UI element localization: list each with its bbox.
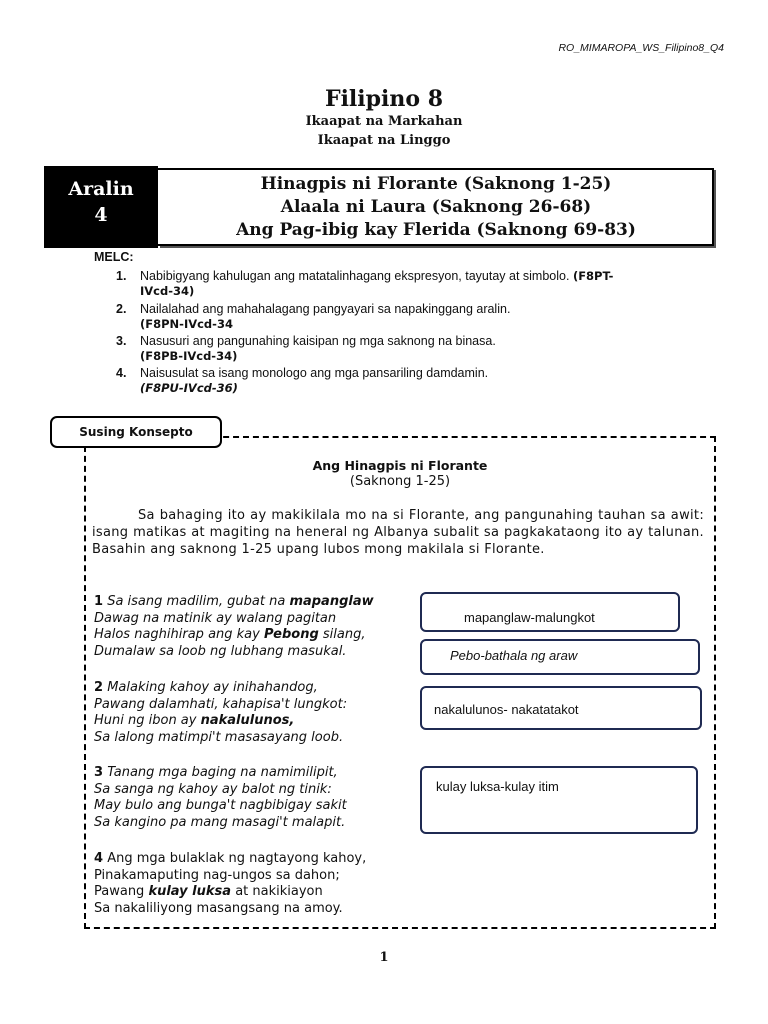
- melc-item: [116, 366, 636, 396]
- melc-number: 4.: [116, 366, 127, 380]
- aralin-label: Aralin: [68, 178, 134, 200]
- melc-code: (F8PU-IVcd-36): [140, 381, 238, 395]
- stanza-number: 3: [94, 765, 104, 780]
- highlight-word: nakalulunos,: [200, 713, 295, 728]
- aralin-number: 4: [94, 204, 108, 226]
- melc-number: 1.: [116, 269, 127, 283]
- melc-text: Nailalahad ang mahahalagang pangyayari sa napakinggang aralin.: [140, 302, 511, 316]
- stanza-2: 2 Malaking kahoy ay inihahandog, Pawang dalamhati, kahapisa't lungkot: Huni ng ibon ay nakalulunos, Sa lalong matimpi't masasayang loob.: [94, 680, 348, 745]
- melc-item: [116, 302, 636, 332]
- gloss-text: mapanglaw-malungkot: [464, 610, 595, 625]
- stanza-line: Dawag na matinik ay walang pagitan: [94, 610, 337, 626]
- stanza-1: 1 Sa isang madilim, gubat na mapanglaw Dawag na matinik ay walang pagitan Halos naghihirap ang kay Pebong silang, Dumalaw sa loob ng lubhang masukal.: [94, 594, 374, 659]
- melc-text: Nabibigyang kahulugan ang matatalinhagang ekspresyon, tayutay at simbolo.: [140, 269, 570, 283]
- stanza-line: Pawang dalamhati, kahapisa't lungkot:: [94, 696, 348, 712]
- topic-3: Ang Pag-ibig kay Flerida (Saknong 69-83): [236, 220, 636, 240]
- quarter-label: Ikaapat na Markahan: [305, 114, 463, 129]
- topic-1: Hinagpis ni Florante (Saknong 1-25): [260, 174, 612, 194]
- concept-intro: Sa bahaging ito ay makikilala mo na si Florante, ang pangunahing tauhan sa awit: isang matikas at magiting na heneral ng Albanya subalit sa pagkakataong ito ay talunan. Basahin ang saknong 1-25 upang lubos mong makilala si Florante.: [92, 508, 704, 557]
- aralin-badge: [44, 166, 158, 248]
- gloss-box: [420, 766, 698, 834]
- concept-subtitle: (Saknong 1-25): [349, 474, 451, 489]
- stanza-line: Sa lalong matimpi't masasayang loob.: [94, 729, 344, 745]
- melc-code: (F8PN-IVcd-34: [140, 317, 233, 331]
- melc-item: [116, 334, 636, 364]
- gloss-text: nakalulunos- nakatatakot: [434, 702, 579, 717]
- stanza-line: Pinakamaputing nag-ungos sa dahon;: [94, 867, 340, 883]
- page-number: 1: [379, 950, 389, 965]
- melc-text: Naisusulat sa isang monologo ang mga pansariling damdamin.: [140, 366, 489, 380]
- stanza-4: 4 Ang mga bulaklak ng nagtayong kahoy, Pinakamaputing nag-ungos sa dahon; Pawang kulay luksa at nakikiayon Sa nakaliliyong masangsang na amoy.: [94, 851, 367, 916]
- gloss-text: kulay luksa-kulay itim: [436, 779, 559, 794]
- stanza-line: May bulo ang bunga't nagbibigay sakit: [94, 798, 347, 813]
- topic-2: Alaala ni Laura (Saknong 26-68): [280, 197, 592, 217]
- stanza-3: 3 Tanang mga baging na namimilipit, Sa sanga ng kahoy ay balot ng tinik: May bulo ang bunga't nagbibigay sakit Sa kangino pa mang masagi't malapit.: [94, 765, 347, 830]
- melc-code: (F8PT-IVcd-34): [140, 269, 614, 298]
- concept-title: Ang Hinagpis ni Florante: [312, 458, 488, 473]
- melc-label: MELC:: [94, 250, 134, 264]
- stanza-line: Sa nakaliliyong masangsang na amoy.: [94, 900, 343, 916]
- stanza-line: Sa sanga ng kahoy ay balot ng tinik:: [94, 781, 332, 797]
- gloss-box: [420, 686, 702, 730]
- stanza-number: 2: [94, 680, 104, 695]
- melc-number: 3.: [116, 334, 127, 348]
- stanza-number: 1: [94, 594, 104, 609]
- stanza-line: Sa kangino pa mang masagi't malapit.: [94, 814, 346, 830]
- week-label: Ikaapat na Linggo: [317, 133, 451, 148]
- page-title: Filipino 8: [324, 86, 444, 112]
- highlight-word: mapanglaw: [289, 594, 374, 609]
- melc-number: 2.: [116, 302, 127, 316]
- gloss-box: [420, 639, 700, 675]
- stanza-number: 4: [94, 851, 104, 866]
- susing-konsepto-tab: Susing Konsepto: [50, 416, 222, 448]
- gloss-text: Pebo-bathala ng araw: [450, 648, 578, 663]
- melc-code: (F8PB-IVcd-34): [140, 349, 238, 363]
- gloss-box: [420, 592, 680, 632]
- melc-item: [116, 269, 636, 299]
- reference-code: RO_MIMAROPA_WS_Filipino8_Q4: [558, 42, 724, 54]
- melc-text: Nasusuri ang pangunahing kaisipan ng mga saknong na binasa.: [140, 334, 496, 348]
- highlight-word: Pebong: [263, 627, 319, 642]
- highlight-word: kulay luksa: [148, 884, 232, 899]
- stanza-line: Dumalaw sa loob ng lubhang masukal.: [94, 643, 347, 659]
